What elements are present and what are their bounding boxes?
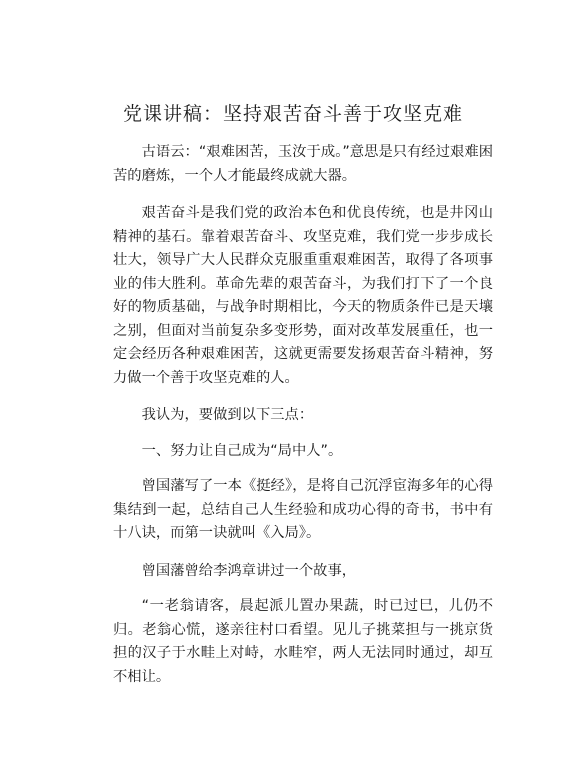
paragraph-three-points-lead: 我认为，要做到以下三点：: [141, 407, 314, 423]
paragraph-story-quote: “一老翁请客，晨起派儿置办果蔬，时已过巳，儿仍不归。老翁心慌，遂亲往村口看望。见儿子挑菜担与一挑京货担的汉子于水畦上对峙，水畦窄，两人无法同时通过，却互不相让。: [113, 598, 493, 685]
paragraph-hard-work-tradition: 艰苦奋斗是我们党的政治本色和优良传统，也是井冈山精神的基石。靠着艰苦奋斗、攻坚克难，我们党一步步成长壮大，领导广大人民群众克服重重艰难困苦，取得了各项事业的伟大胜利。革命先辈的艰苦奋斗，为我们打下了一个良好的物质基础，与战争时期相比，今天的物质条件已是天壤之别，但面对当前复杂多变形势，面对改革发展重任，也一定会经历各种艰难困苦，这就更需要发扬艰苦奋斗精神，努力做一个善于攻坚克难的人。: [113, 205, 493, 386]
paragraph-intro-quote: 古语云：“艰难困苦，玉汝于成。”意思是只有经过艰难困苦的磨炼，一个人才能最终成就大器。: [113, 144, 493, 184]
paragraph-zeng-guofan-book: 曾国藩写了一本《挺经》，是将自己沉浮宦海多年的心得集结到一起，总结自己人生经验和成功心得的奇书，书中有十八诀，而第一诀就叫《入局》。: [113, 478, 493, 541]
document-body: [113, 141, 493, 703]
document-title: 党课讲稿：坚持艰苦奋斗善于攻坚克难: [122, 103, 463, 125]
paragraph-section-heading-1: 一、努力让自己成为“局中人”。: [141, 442, 343, 459]
paragraph-story-intro: 曾国藩曾给李鸿章讲过一个故事，: [141, 562, 357, 579]
